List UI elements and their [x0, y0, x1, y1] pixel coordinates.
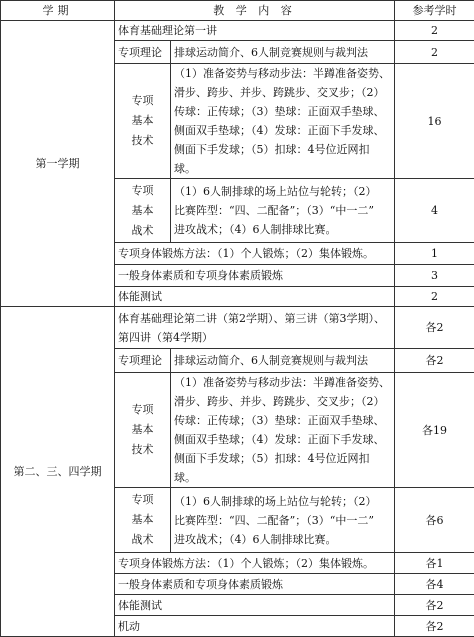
- label-line: 基本: [118, 510, 167, 530]
- s1-basic-tech-hours: 16: [395, 64, 474, 179]
- table-row: [1, 21, 474, 41]
- label-line: 战术: [118, 221, 167, 241]
- term-first: 第一学期: [1, 21, 115, 307]
- s2-basic-tech-hours: 各19: [395, 373, 474, 488]
- term-later: 第二、三、四学期: [1, 307, 115, 637]
- text-line: （1）6人制排球的场上站位与轮转；（2）: [174, 182, 391, 201]
- text-line: 比赛阵型：“四、二配备”；（3）“中一二”: [174, 201, 391, 220]
- text-line: （1）准备姿势与移动步法：半蹲准备姿势、: [174, 373, 391, 392]
- s1-general-fitness-hours: 3: [395, 265, 474, 287]
- text-line: 侧面下手发球；（5）扣球：4号位近网扣球。: [174, 140, 391, 178]
- s1-theory-lecture: 体育基础理论第一讲: [115, 21, 395, 41]
- label-line: 专项: [118, 400, 167, 420]
- label-line: 技术: [118, 131, 167, 151]
- s2-fitness-methods-hours: 各1: [395, 553, 474, 574]
- header-content: 教 学 内 容: [115, 1, 395, 21]
- s2-general-fitness: 一般身体素质和专项身体素质锻炼: [115, 574, 395, 595]
- label-line: 专项: [118, 181, 167, 201]
- label-line: 专项: [118, 91, 167, 111]
- s2-theory-lecture-hours: 各2: [395, 307, 474, 349]
- label-line: 基本: [118, 111, 167, 131]
- label-line: 基本: [118, 201, 167, 221]
- s2-flexible-hours: 各2: [395, 616, 474, 637]
- s1-basic-tactics-hours: 4: [395, 179, 474, 243]
- label-line: 专项: [118, 490, 167, 510]
- s1-basic-tactics-text: [171, 179, 395, 243]
- text-line: 侧面双手垫球；（4）发球：正面下手发球、: [174, 121, 391, 140]
- text-line: 传球：正传球；（3）垫球：正面双手垫球、: [174, 102, 391, 121]
- label-line: 基本: [118, 420, 167, 440]
- s1-special-theory-label: 专项理论: [115, 41, 171, 64]
- s1-special-theory-hours: 2: [395, 41, 474, 64]
- header-row: [1, 1, 474, 21]
- s1-general-fitness: 一般身体素质和专项身体素质锻炼: [115, 265, 395, 287]
- s1-fitness-test: 体能测试: [115, 287, 395, 307]
- text-line: 滑步、跨步、并步、跨跳步、交叉步；（2）: [174, 83, 391, 102]
- s2-basic-tactics-label: [115, 488, 171, 553]
- s2-fitness-methods: 专项身体锻炼方法：（1）个人锻炼；（2）集体锻炼。: [115, 553, 395, 574]
- text-line: 进攻战术；（4）6人制排球比赛。: [174, 530, 391, 549]
- s1-fitness-test-hours: 2: [395, 287, 474, 307]
- s2-special-theory-text: 排球运动简介、6人制竞赛规则与裁判法: [171, 349, 395, 373]
- s2-general-fitness-hours: 各4: [395, 574, 474, 595]
- header-term: 学期: [1, 1, 115, 21]
- s1-theory-lecture-hours: 2: [395, 21, 474, 41]
- label-line: 战术: [118, 530, 167, 550]
- s2-basic-tech-label: [115, 373, 171, 488]
- s1-fitness-methods: 专项身体锻炼方法：（1）个人锻炼；（2）集体锻炼。: [115, 243, 395, 265]
- text-line: 传球：正传球；（3）垫球：正面双手垫球、: [174, 411, 391, 430]
- text-line: 进攻战术；（4）6人制排球比赛。: [174, 220, 391, 239]
- s2-flexible: 机动: [115, 616, 395, 637]
- s1-fitness-methods-hours: 1: [395, 243, 474, 265]
- s2-basic-tactics-hours: 各6: [395, 488, 474, 553]
- text-line: 滑步、跨步、并步、跨跳步、交叉步；（2）: [174, 392, 391, 411]
- s2-basic-tech-text: [171, 373, 395, 488]
- s2-fitness-test: 体能测试: [115, 595, 395, 616]
- s2-theory-lecture: 体育基础理论第二讲（第2学期）、第三讲（第3学期）、第四讲（第4学期）: [115, 307, 395, 349]
- header-hours: 参考学时: [395, 1, 474, 21]
- s1-basic-tech-text: [171, 64, 395, 179]
- s1-basic-tactics-label: [115, 179, 171, 243]
- text-line: 侧面双手垫球；（4）发球：正面下手发球、: [174, 430, 391, 449]
- s1-basic-tech-label: [115, 64, 171, 179]
- text-line: （1）准备姿势与移动步法：半蹲准备姿势、: [174, 64, 391, 83]
- label-line: 技术: [118, 440, 167, 460]
- s2-basic-tactics-text: [171, 488, 395, 553]
- table-row: [1, 307, 474, 349]
- s2-special-theory-label: 专项理论: [115, 349, 171, 373]
- text-line: 比赛阵型：“四、二配备”；（3）“中一二”: [174, 511, 391, 530]
- s2-fitness-test-hours: 各2: [395, 595, 474, 616]
- s2-special-theory-hours: 各2: [395, 349, 474, 373]
- s1-special-theory-text: 排球运动简介、6人制竞赛规则与裁判法: [171, 41, 395, 64]
- text-line: （1）6人制排球的场上站位与轮转；（2）: [174, 492, 391, 511]
- text-line: 侧面下手发球；（5）扣球：4号位近网扣球。: [174, 449, 391, 487]
